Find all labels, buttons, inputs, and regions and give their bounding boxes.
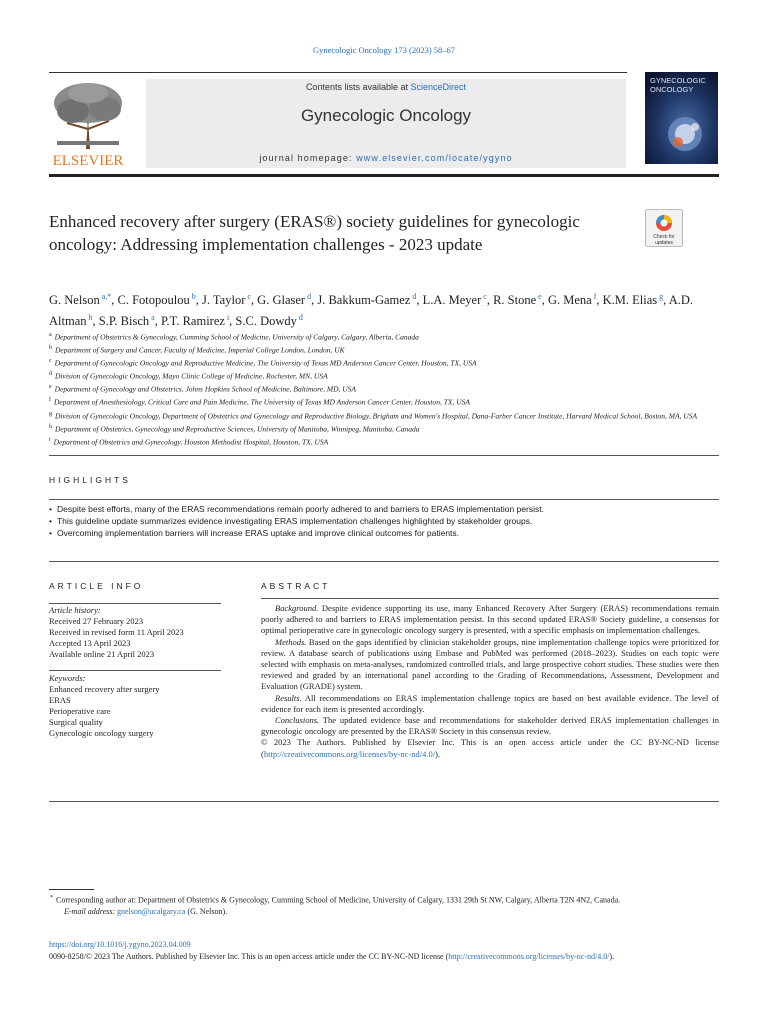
affiliation-mark: e (49, 384, 52, 391)
affiliation-text: Department of Obstetrics & Gynecology, Cumming School of Medicine, University of Calgary, Calgary, Alberta, Canada (54, 332, 419, 342)
divider (49, 603, 221, 604)
elsevier-logo (49, 79, 127, 167)
divider (49, 670, 221, 671)
author-name[interactable]: K.M. Elias (602, 293, 658, 308)
affiliation-item (49, 395, 729, 408)
keyword-item: ERAS (49, 695, 71, 705)
divider (49, 499, 719, 500)
crossmark-label-1: Check for (653, 234, 675, 240)
elsevier-wordmark: ELSEVIER (52, 153, 124, 167)
doi-link[interactable]: https://doi.org/10.1016/j.ygyno.2023.04.009 (49, 940, 191, 949)
author-name[interactable]: P.T. Ramirez (160, 314, 225, 329)
abstract-copyright: © 2023 The Authors. Published by Elsevier Inc. This is an open access article under the CC BY-NC-ND license (http://creativecommons.org/licenses/by-nc-nd/4.0/). (261, 737, 719, 759)
keyword-item: Enhanced recovery after surgery (49, 684, 160, 694)
author-name[interactable]: A.D. Altman (49, 293, 694, 329)
license-link[interactable]: http://creativecommons.org/licenses/by-nc-nd/4.0/ (263, 748, 436, 759)
corresponding-mark: * (50, 895, 53, 901)
corresponding-text: Corresponding author at: Department of Obstetrics & Gynecology, Cumming School of Medicine, University of Calgary, 1331 29th St NW, Calgary, Alberta T2N 4N2, Canada. (56, 895, 621, 905)
doi[interactable] (49, 940, 191, 949)
author-name[interactable]: J. Bakkum-Gamez (317, 293, 411, 308)
author-affiliation-mark[interactable]: g (659, 292, 664, 301)
affiliation-item (49, 343, 729, 356)
author-name[interactable]: R. Stone (493, 293, 537, 308)
author-name[interactable]: S.C. Dowdy (235, 314, 297, 329)
author-affiliation-mark[interactable]: d (307, 292, 312, 301)
cover-title-2: ONCOLOGY (650, 85, 694, 94)
divider (49, 801, 719, 802)
highlights-list (49, 503, 729, 539)
divider (49, 561, 719, 562)
affiliation-text: Department of Obstetrics and Gynecology, Houston Methodist Hospital, Houston, TX, USA (53, 437, 329, 447)
homepage-link[interactable]: www.elsevier.com/locate/ygyno (356, 153, 513, 163)
highlight-item: • Despite best efforts, many of the ERAS recommendations remain poorly adhered to and barriers to ERAS implementation persist. (49, 503, 729, 515)
contents-prefix: Contents lists available at (305, 82, 408, 92)
email-link[interactable]: gnelson@ucalgary.ca (117, 906, 186, 916)
author-affiliation-mark[interactable]: e (538, 292, 542, 301)
history-date: Accepted 13 April 2023 (49, 638, 131, 648)
affiliation-item (49, 422, 729, 435)
cover-title-1: GYNECOLOGIC (650, 76, 706, 85)
affiliation-mark: h (49, 423, 52, 430)
journal-reference[interactable] (0, 45, 768, 55)
author-name[interactable]: L.A. Meyer (422, 293, 482, 308)
author-name[interactable]: C. Fotopoulou (117, 293, 190, 308)
highlights-heading: HIGHLIGHTS (49, 475, 131, 485)
author-affiliation-mark[interactable]: a (151, 313, 155, 323)
affiliation-mark: f (49, 397, 51, 404)
author-affiliation-mark[interactable]: d (298, 313, 303, 323)
sciencedirect-link[interactable]: ScienceDirect (410, 82, 467, 92)
homepage-line (146, 153, 626, 163)
affiliation-item (49, 330, 729, 343)
abstract-heading: ABSTRACT (261, 581, 331, 591)
keywords (49, 673, 221, 739)
keyword-item: Gynecologic oncology surgery (49, 728, 154, 738)
journal-cover-thumbnail[interactable] (645, 72, 718, 164)
affiliation-item (49, 369, 729, 382)
author-affiliation-mark[interactable]: h (88, 313, 93, 323)
affiliation-mark: i (49, 436, 51, 443)
author-affiliation-mark[interactable]: b (191, 292, 196, 301)
email-suffix: (G. Nelson). (187, 906, 228, 916)
author-affiliation-mark[interactable]: i (226, 313, 230, 323)
author-affiliation-mark[interactable]: d (412, 292, 417, 301)
affiliation-text: Division of Gynecologic Oncology, Department of Obstetrics and Gynecology and Reproductive Biology, Brigham and Women's Hospital, Dana-Farber Cancer Institute, Harvard Medical School, Boston, MA, USA (55, 411, 698, 421)
affiliation-text: Department of Anesthesiology, Critical Care and Pain Medicine, The University of Texas MD Anderson Cancer Center, Houston, TX, USA (54, 397, 471, 407)
article-info-heading: ARTICLE INFO (49, 581, 144, 591)
issn-license-line: 0090-8258/© 2023 The Authors. Published by Elsevier Inc. This is an open access article under the CC BY-NC-ND license (http://creativecommons.org/licenses/by-nc-nd/4.0/). (49, 952, 615, 961)
affiliation-mark: g (49, 410, 52, 417)
keyword-item: Perioperative care (49, 706, 111, 716)
history-date: Available online 21 April 2023 (49, 649, 155, 659)
author-affiliation-mark[interactable]: a,* (101, 292, 112, 301)
abstract-background: Background. Despite evidence supporting its use, many Enhanced Recovery After Surgery (ERAS) recommendations remain poorly adhered to and barriers to ERAS implementation persist. In this second updated ERAS® Society guideline, a consensus for optimal perioperative care in gynecologic oncology surgery is presented, with a specific emphasis on implementation challenges. (261, 603, 719, 636)
keywords-label: Keywords: (49, 673, 86, 683)
author-affiliation-mark[interactable]: f (593, 292, 597, 301)
footnote-rule (49, 889, 94, 890)
contents-line (146, 82, 626, 92)
affiliation-text: Division of Gynecologic Oncology, Mayo Clinic College of Medicine, Rochester, MN, USA (55, 371, 328, 381)
author-list: G. Nelson $^{a,*}$, C. Fotopoulou $^b$, J. Taylor $^c$, G. Glaser $^d$, J. Bakkum-Gamez $^d$, L.A. Meyer $^c$, R. Stone $^e$, G. Mena $^f$, K.M. Elias $^g$, A.D. Altman $^h$, S.P. Bisch $^a$, P.T. Ramirez $^i$, S.C. Dowdy $^d$ (49, 292, 694, 329)
affiliation-item (49, 409, 729, 422)
abstract-methods: Methods. Based on the gaps identified by clinician stakeholder groups, nine implementation challenge topics were prioritized for review. A database search of publications using Embase and PubMed was performed (2018–2023). Studies on each topic were selected with emphasis on meta-analyses, randomized controlled trials, and large prospective cohort studies. These studies were then reviewed and graded by an international panel according to the Grading of Recommendations, Assessment, Development and Evaluation (GRADE) system. (261, 636, 720, 692)
highlight-item: • Overcoming implementation barriers will increase ERAS uptake and improve clinical outcomes for patients. (49, 527, 729, 539)
author-name[interactable]: G. Nelson (49, 293, 100, 308)
affiliation-mark: a (49, 332, 52, 338)
keyword-item: Surgical quality (49, 717, 103, 727)
affiliation-list (49, 330, 729, 448)
corresponding-author-note (50, 893, 727, 917)
affiliation-item (49, 382, 729, 395)
article-history-label: Article history: (49, 605, 101, 615)
article-history (49, 605, 221, 660)
author-name[interactable]: S.P. Bisch (98, 314, 150, 329)
masthead-thick-rule (49, 174, 719, 177)
affiliation-text: Department of Gynecology and Obstetrics, Johns Hopkins School of Medicine, Baltimore, MD, USA (54, 384, 357, 394)
history-date: Received in revised form 11 April 2023 (49, 627, 184, 637)
affiliation-mark: d (49, 371, 52, 378)
crossmark-label-2: updates (655, 240, 673, 246)
affiliation-text: Department of Gynecologic Oncology and Reproductive Medicine, The University of Texas MD Anderson Cancer Center, Houston, TX, USA (54, 358, 477, 368)
abstract-body (261, 603, 719, 760)
author-affiliation-mark[interactable]: c (247, 292, 251, 301)
abstract-conclusions: Conclusions. The updated evidence base and recommendations for stakeholder derived ERAS implementation challenges in gynecologic oncology are presented by the ERAS® Society in this consensus review. (261, 715, 719, 737)
divider (49, 455, 719, 456)
affiliation-text: Department of Surgery and Cancer, Faculty of Medicine, Imperial College London, London, UK (55, 345, 345, 355)
journal-reference-link[interactable]: Gynecologic Oncology 173 (2023) 58–67 (312, 45, 456, 55)
abstract-results: Results. All recommendations on ERAS implementation challenge topics are based on best available evidence. The level of evidence for each item is presented accordingly. (261, 692, 719, 714)
author-name[interactable]: G. Mena (547, 293, 592, 308)
author-name[interactable]: J. Taylor (202, 293, 246, 308)
history-date: Received 27 February 2023 (49, 616, 144, 626)
check-for-updates-badge[interactable] (645, 209, 683, 247)
homepage-label: journal homepage: (259, 153, 353, 163)
author-name[interactable]: G. Glaser (257, 293, 306, 308)
affiliation-mark: c (49, 358, 52, 365)
article-title: Enhanced recovery after surgery (ERAS®) society guidelines for gynecologic oncology: Addressing implementation challenges - 2023 update (49, 212, 580, 254)
affiliation-item (49, 356, 729, 369)
divider (261, 598, 719, 599)
email-label: E-mail address: (64, 906, 116, 916)
affiliation-item (49, 435, 729, 448)
footer-license-link[interactable]: http://creativecommons.org/licenses/by-nc-nd/4.0/ (448, 952, 610, 961)
masthead-rule (49, 72, 627, 73)
affiliation-mark: b (49, 345, 52, 352)
author-affiliation-mark[interactable]: c (483, 292, 487, 301)
affiliation-text: Department of Obstetrics, Gynecology and Reproductive Sciences, University of Manitoba, Winnipeg, Manitoba, Canada (55, 424, 420, 434)
highlight-item: • This guideline update summarizes evidence investigating ERAS implementation challenges highlighted by stakeholder groups. (49, 515, 729, 527)
journal-title: Gynecologic Oncology (300, 106, 472, 125)
